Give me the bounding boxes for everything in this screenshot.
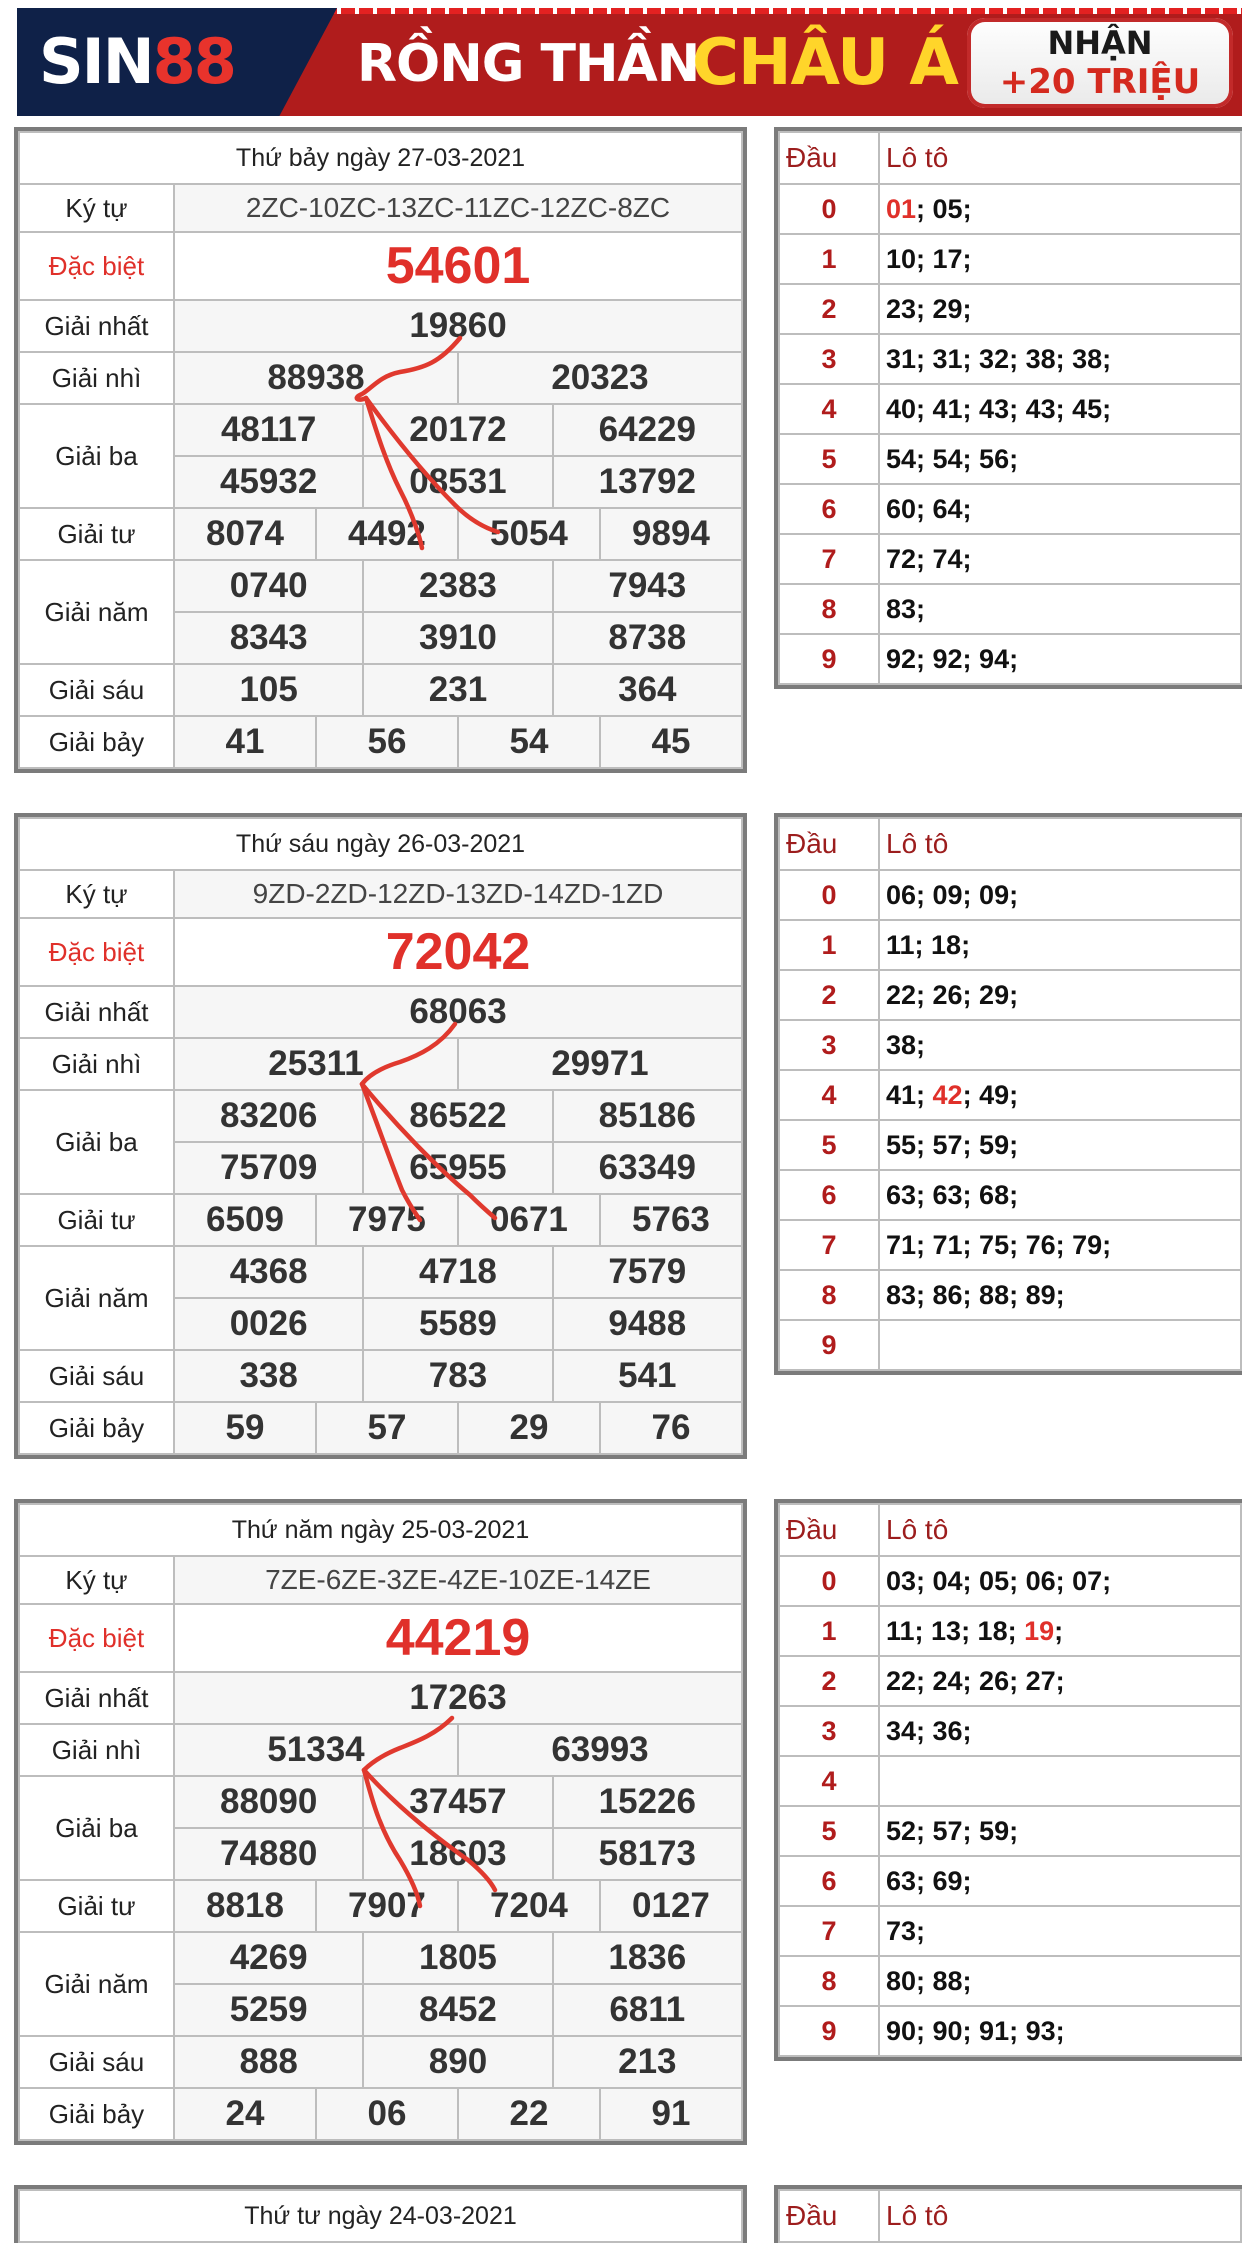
special-prize: 44219 <box>174 1604 742 1672</box>
label-giai-nhat: Giải nhất <box>19 300 174 352</box>
loto-pre: 41; <box>886 1079 933 1110</box>
loto-values: 63; 69; <box>879 1856 1241 1906</box>
loto-dau: 0 <box>779 1556 879 1606</box>
results-table <box>14 1499 747 2145</box>
third-prize: 63349 <box>553 1142 742 1194</box>
loto-values: 83; 86; 88; 89; <box>879 1270 1241 1320</box>
sixth-prize: 338 <box>174 1350 363 1402</box>
loto-dau: 9 <box>779 2006 879 2056</box>
label-giai-nhat: Giải nhất <box>19 1672 174 1724</box>
loto-values: 83; <box>879 584 1241 634</box>
label-giai-bay: Giải bảy <box>19 716 174 768</box>
loto-table <box>774 1499 1242 2061</box>
loto-dau: 3 <box>779 1706 879 1756</box>
loto-values: 90; 90; 91; 93; <box>879 2006 1241 2056</box>
loto-values: 52; 57; 59; <box>879 1806 1241 1856</box>
sixth-prize: 105 <box>174 664 363 716</box>
loto-header-loto: Lô tô <box>879 818 1241 870</box>
fifth-prize: 8452 <box>363 1984 552 2036</box>
draw-date: Thứ năm ngày 25-03-2021 <box>19 1504 742 1556</box>
loto-values <box>879 1070 1241 1120</box>
third-prize: 65955 <box>363 1142 552 1194</box>
loto-values: 03; 04; 05; 06; 07; <box>879 1556 1241 1606</box>
brand-main: SIN <box>39 25 153 98</box>
loto-dau: 6 <box>779 1170 879 1220</box>
label-ky-tu: Ký tự <box>19 1556 174 1604</box>
loto-pre: 11; 13; 18; <box>886 1615 1025 1646</box>
third-prize: 48117 <box>174 404 363 456</box>
loto-values: 92; 92; 94; <box>879 634 1241 684</box>
ky-tu-value: 7ZE-6ZE-3ZE-4ZE-10ZE-14ZE <box>174 1556 742 1604</box>
loto-dau: 3 <box>779 1020 879 1070</box>
loto-values: 73; <box>879 1906 1241 1956</box>
banner-headline: RỒNG THẦN <box>357 34 700 94</box>
brand-number: 88 <box>152 25 235 98</box>
loto-dau: 8 <box>779 1956 879 2006</box>
loto-dau: 0 <box>779 184 879 234</box>
third-prize: 88090 <box>174 1776 363 1828</box>
label-dac-biet: Đặc biệt <box>19 232 174 300</box>
third-prize: 37457 <box>363 1776 552 1828</box>
loto-dau: 1 <box>779 234 879 284</box>
seventh-prize: 57 <box>316 1402 458 1454</box>
loto-dau: 0 <box>779 870 879 920</box>
loto-rest: ; 49; <box>962 1079 1019 1110</box>
loto-values: 55; 57; 59; <box>879 1120 1241 1170</box>
seventh-prize: 59 <box>174 1402 316 1454</box>
loto-header-dau: Đầu <box>779 132 879 184</box>
seventh-prize: 06 <box>316 2088 458 2140</box>
fifth-prize: 7943 <box>553 560 742 612</box>
loto-values: 38; <box>879 1020 1241 1070</box>
label-ky-tu: Ký tự <box>19 870 174 918</box>
second-prize: 63993 <box>458 1724 742 1776</box>
first-prize: 17263 <box>174 1672 742 1724</box>
seventh-prize: 29 <box>458 1402 600 1454</box>
loto-values: 40; 41; 43; 43; 45; <box>879 384 1241 434</box>
label-dac-biet: Đặc biệt <box>19 1604 174 1672</box>
loto-header-loto: Lô tô <box>879 132 1241 184</box>
loto-values: 72; 74; <box>879 534 1241 584</box>
loto-dau: 7 <box>779 1906 879 1956</box>
fifth-prize: 1836 <box>553 1932 742 1984</box>
label-giai-nhi: Giải nhì <box>19 1038 174 1090</box>
loto-values <box>879 1320 1241 1370</box>
banner-cta-button[interactable] <box>967 18 1233 108</box>
fifth-prize: 9488 <box>553 1298 742 1350</box>
promo-banner[interactable] <box>17 8 1242 116</box>
seventh-prize: 24 <box>174 2088 316 2140</box>
results-table <box>14 2185 747 2243</box>
third-prize: 64229 <box>553 404 742 456</box>
loto-dau: 4 <box>779 1756 879 1806</box>
second-prize: 29971 <box>458 1038 742 1090</box>
fourth-prize: 9894 <box>600 508 742 560</box>
loto-table <box>774 127 1242 689</box>
label-giai-nam: Giải năm <box>19 560 174 664</box>
fourth-prize: 5763 <box>600 1194 742 1246</box>
loto-values: 71; 71; 75; 76; 79; <box>879 1220 1241 1270</box>
loto-dau: 7 <box>779 1220 879 1270</box>
label-giai-nam: Giải năm <box>19 1246 174 1350</box>
fourth-prize: 0127 <box>600 1880 742 1932</box>
cta-line-2: +20 TRIỆU <box>999 62 1201 102</box>
seventh-prize: 56 <box>316 716 458 768</box>
label-giai-sau: Giải sáu <box>19 1350 174 1402</box>
first-prize: 68063 <box>174 986 742 1038</box>
third-prize: 58173 <box>553 1828 742 1880</box>
loto-highlight: 42 <box>932 1079 963 1110</box>
label-giai-sau: Giải sáu <box>19 664 174 716</box>
fourth-prize: 4492 <box>316 508 458 560</box>
loto-dau: 5 <box>779 434 879 484</box>
loto-values: 11; 18; <box>879 920 1241 970</box>
loto-dau: 9 <box>779 634 879 684</box>
third-prize: 75709 <box>174 1142 363 1194</box>
fourth-prize: 0671 <box>458 1194 600 1246</box>
special-prize: 72042 <box>174 918 742 986</box>
loto-highlight: 01 <box>886 193 917 224</box>
first-prize: 19860 <box>174 300 742 352</box>
loto-header-loto: Lô tô <box>879 2190 1241 2242</box>
third-prize: 18603 <box>363 1828 552 1880</box>
third-prize: 20172 <box>363 404 552 456</box>
second-prize: 51334 <box>174 1724 458 1776</box>
banner-subheadline: CHÂU Á <box>692 26 958 100</box>
label-giai-tu: Giải tư <box>19 1880 174 1932</box>
seventh-prize: 41 <box>174 716 316 768</box>
loto-highlight: 19 <box>1024 1615 1055 1646</box>
sixth-prize: 888 <box>174 2036 363 2088</box>
fifth-prize: 3910 <box>363 612 552 664</box>
loto-values: 80; 88; <box>879 1956 1241 2006</box>
sixth-prize: 231 <box>363 664 552 716</box>
third-prize: 13792 <box>553 456 742 508</box>
loto-header-dau: Đầu <box>779 2190 879 2242</box>
second-prize: 25311 <box>174 1038 458 1090</box>
third-prize: 86522 <box>363 1090 552 1142</box>
loto-values: 31; 31; 32; 38; 38; <box>879 334 1241 384</box>
loto-values <box>879 1606 1241 1656</box>
sixth-prize: 783 <box>363 1350 552 1402</box>
fourth-prize: 8074 <box>174 508 316 560</box>
fifth-prize: 1805 <box>363 1932 552 1984</box>
fifth-prize: 8738 <box>553 612 742 664</box>
loto-dau: 5 <box>779 1806 879 1856</box>
fifth-prize: 0740 <box>174 560 363 612</box>
third-prize: 85186 <box>553 1090 742 1142</box>
loto-header-dau: Đầu <box>779 818 879 870</box>
results-table <box>14 813 747 1459</box>
label-giai-tu: Giải tư <box>19 508 174 560</box>
loto-header-dau: Đầu <box>779 1504 879 1556</box>
label-giai-ba: Giải ba <box>19 404 174 508</box>
fourth-prize: 5054 <box>458 508 600 560</box>
fourth-prize: 7907 <box>316 1880 458 1932</box>
loto-dau: 9 <box>779 1320 879 1370</box>
third-prize: 15226 <box>553 1776 742 1828</box>
seventh-prize: 91 <box>600 2088 742 2140</box>
sixth-prize: 364 <box>553 664 742 716</box>
fifth-prize: 5259 <box>174 1984 363 2036</box>
loto-values: 10; 17; <box>879 234 1241 284</box>
loto-values: 34; 36; <box>879 1706 1241 1756</box>
cta-line-1: NHẬN <box>1047 24 1153 62</box>
draw-date: Thứ bảy ngày 27-03-2021 <box>19 132 742 184</box>
ky-tu-value: 9ZD-2ZD-12ZD-13ZD-14ZD-1ZD <box>174 870 742 918</box>
loto-values <box>879 1756 1241 1806</box>
fifth-prize: 4368 <box>174 1246 363 1298</box>
loto-dau: 2 <box>779 970 879 1020</box>
label-giai-ba: Giải ba <box>19 1776 174 1880</box>
loto-values: 22; 24; 26; 27; <box>879 1656 1241 1706</box>
loto-values: 60; 64; <box>879 484 1241 534</box>
fourth-prize: 7975 <box>316 1194 458 1246</box>
second-prize: 88938 <box>174 352 458 404</box>
second-prize: 20323 <box>458 352 742 404</box>
fifth-prize: 5589 <box>363 1298 552 1350</box>
loto-dau: 8 <box>779 584 879 634</box>
label-giai-nhi: Giải nhì <box>19 1724 174 1776</box>
loto-dau: 3 <box>779 334 879 384</box>
loto-dau: 6 <box>779 484 879 534</box>
loto-values: 23; 29; <box>879 284 1241 334</box>
loto-values: 22; 26; 29; <box>879 970 1241 1020</box>
loto-header-loto: Lô tô <box>879 1504 1241 1556</box>
loto-values: 54; 54; 56; <box>879 434 1241 484</box>
label-giai-tu: Giải tư <box>19 1194 174 1246</box>
loto-table <box>774 813 1242 1375</box>
brand-logo <box>39 25 235 98</box>
seventh-prize: 76 <box>600 1402 742 1454</box>
label-dac-biet: Đặc biệt <box>19 918 174 986</box>
fifth-prize: 4718 <box>363 1246 552 1298</box>
results-table <box>14 127 747 773</box>
loto-dau: 1 <box>779 920 879 970</box>
label-giai-nam: Giải năm <box>19 1932 174 2036</box>
label-giai-ba: Giải ba <box>19 1090 174 1194</box>
fifth-prize: 7579 <box>553 1246 742 1298</box>
fourth-prize: 6509 <box>174 1194 316 1246</box>
loto-dau: 2 <box>779 1656 879 1706</box>
fifth-prize: 4269 <box>174 1932 363 1984</box>
loto-values: 63; 63; 68; <box>879 1170 1241 1220</box>
fourth-prize: 8818 <box>174 1880 316 1932</box>
seventh-prize: 22 <box>458 2088 600 2140</box>
fourth-prize: 7204 <box>458 1880 600 1932</box>
label-giai-nhi: Giải nhì <box>19 352 174 404</box>
loto-dau: 1 <box>779 1606 879 1656</box>
label-giai-bay: Giải bảy <box>19 2088 174 2140</box>
loto-values: 06; 09; 09; <box>879 870 1241 920</box>
loto-values <box>879 184 1241 234</box>
label-ky-tu: Ký tự <box>19 184 174 232</box>
loto-rest: ; <box>1054 1615 1064 1646</box>
fifth-prize: 2383 <box>363 560 552 612</box>
label-giai-nhat: Giải nhất <box>19 986 174 1038</box>
third-prize: 08531 <box>363 456 552 508</box>
third-prize: 83206 <box>174 1090 363 1142</box>
ky-tu-value: 2ZC-10ZC-13ZC-11ZC-12ZC-8ZC <box>174 184 742 232</box>
loto-dau: 5 <box>779 1120 879 1170</box>
seventh-prize: 54 <box>458 716 600 768</box>
draw-date: Thứ sáu ngày 26-03-2021 <box>19 818 742 870</box>
label-giai-bay: Giải bảy <box>19 1402 174 1454</box>
sixth-prize: 213 <box>553 2036 742 2088</box>
loto-dau: 8 <box>779 1270 879 1320</box>
third-prize: 45932 <box>174 456 363 508</box>
loto-dau: 4 <box>779 384 879 434</box>
sixth-prize: 541 <box>553 1350 742 1402</box>
loto-rest: ; 05; <box>916 193 972 224</box>
fifth-prize: 0026 <box>174 1298 363 1350</box>
special-prize: 54601 <box>174 232 742 300</box>
loto-dau: 4 <box>779 1070 879 1120</box>
fifth-prize: 8343 <box>174 612 363 664</box>
draw-date: Thứ tư ngày 24-03-2021 <box>19 2190 742 2242</box>
label-giai-sau: Giải sáu <box>19 2036 174 2088</box>
sixth-prize: 890 <box>363 2036 552 2088</box>
loto-table <box>774 2185 1242 2243</box>
fifth-prize: 6811 <box>553 1984 742 2036</box>
seventh-prize: 45 <box>600 716 742 768</box>
third-prize: 74880 <box>174 1828 363 1880</box>
loto-dau: 7 <box>779 534 879 584</box>
loto-dau: 2 <box>779 284 879 334</box>
loto-dau: 6 <box>779 1856 879 1906</box>
